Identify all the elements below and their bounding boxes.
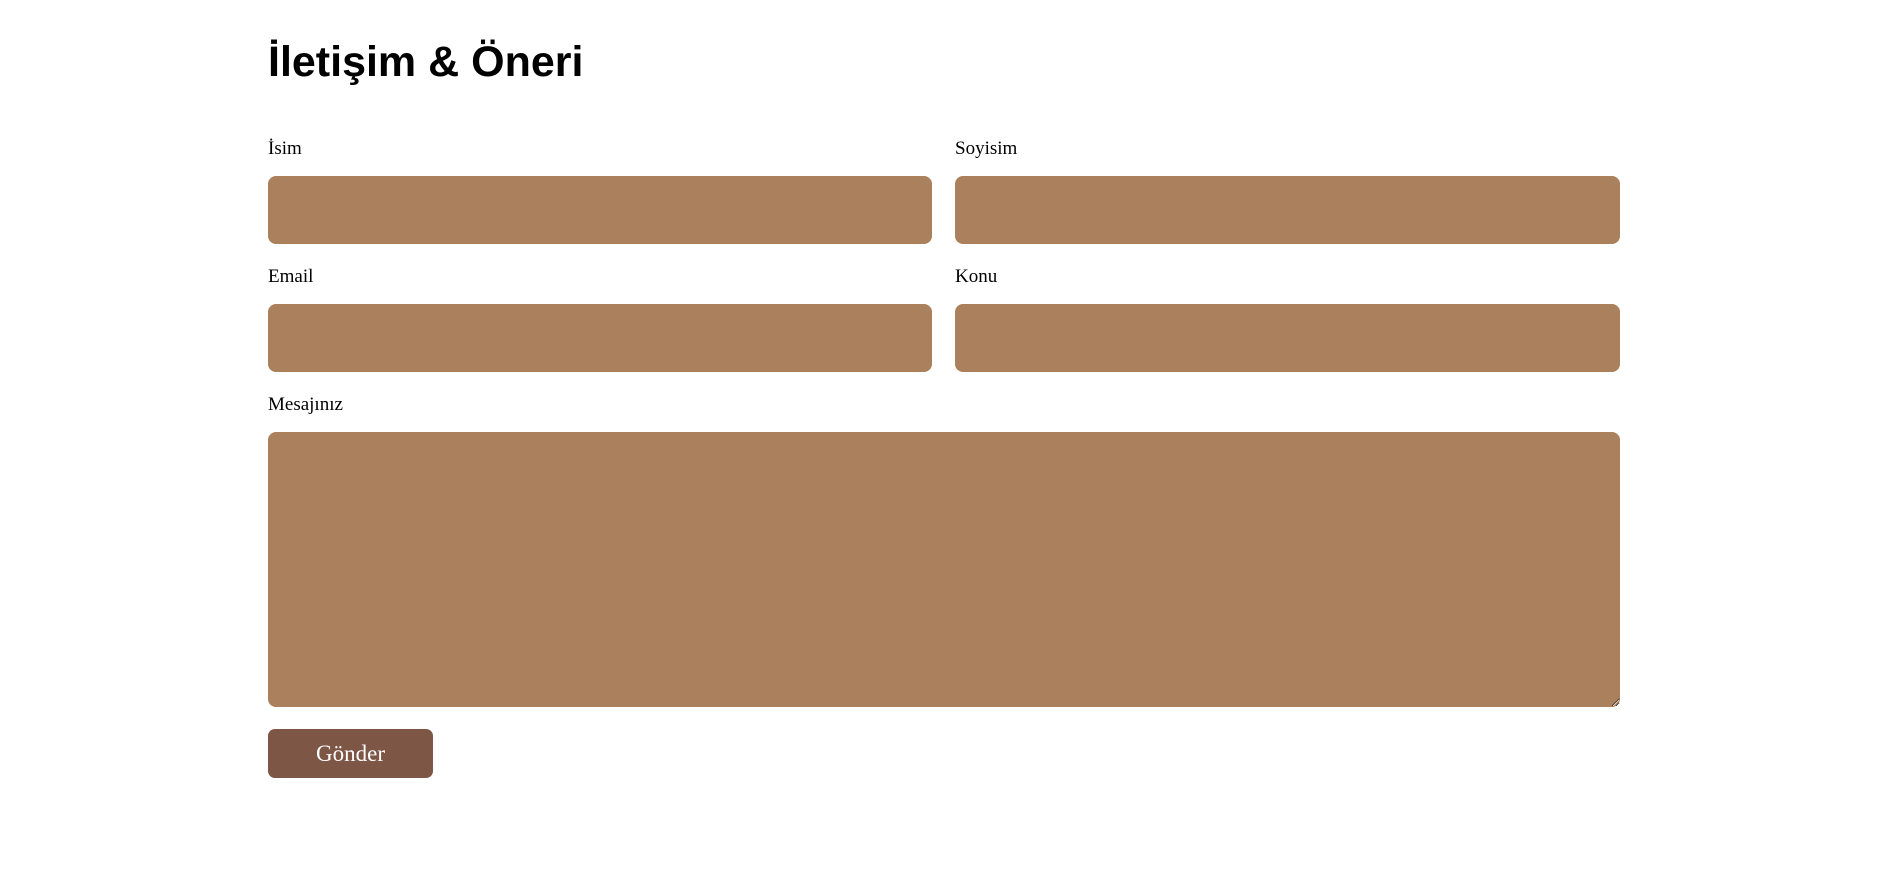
message-label: Mesajınız bbox=[268, 394, 343, 415]
subject-input[interactable] bbox=[955, 304, 1620, 372]
last-name-label: Soyisim bbox=[955, 138, 1018, 159]
subject-label: Konu bbox=[955, 266, 998, 287]
message-textarea[interactable] bbox=[268, 432, 1620, 707]
first-name-input[interactable] bbox=[268, 176, 932, 244]
email-label: Email bbox=[268, 266, 314, 287]
first-name-label: İsim bbox=[268, 138, 302, 159]
submit-button[interactable]: Gönder bbox=[268, 729, 433, 778]
email-input[interactable] bbox=[268, 304, 932, 372]
page-title: İletişim & Öneri bbox=[268, 38, 584, 86]
last-name-input[interactable] bbox=[955, 176, 1620, 244]
